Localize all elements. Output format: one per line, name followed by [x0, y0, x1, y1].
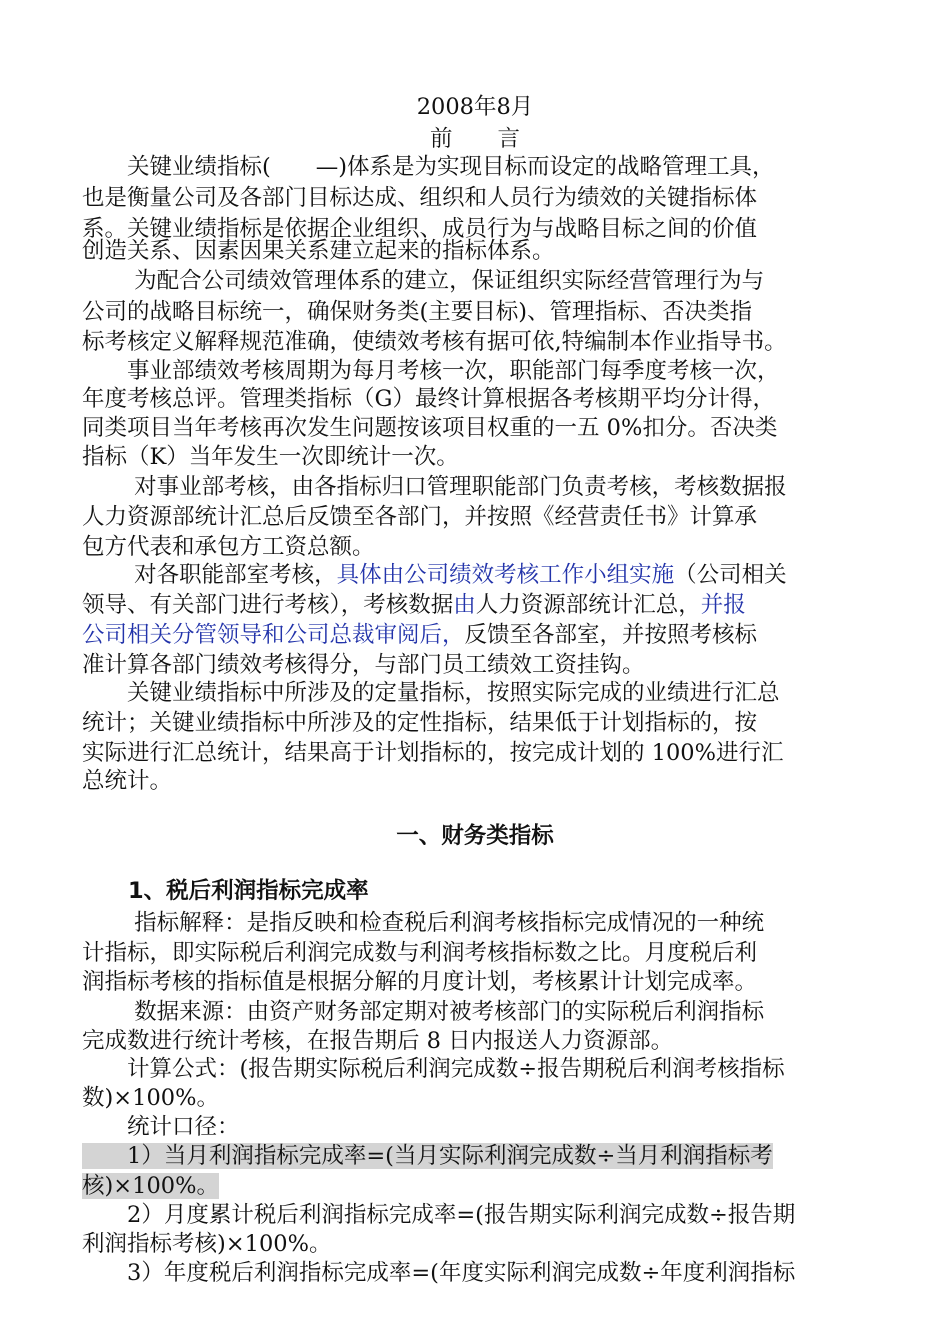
- paragraph-line: [82, 1171, 219, 1201]
- shaded-text-run: 1）当月利润指标完成率=(当月实际利润完成数÷当月利润指标考: [82, 1143, 773, 1169]
- paragraph-line: 3）年度税后利润指标完成率=(年度实际利润完成数÷年度利润指标: [82, 1260, 796, 1286]
- paragraph-line: 2）月度累计税后利润指标完成率=(报告期实际利润完成数÷报告期: [82, 1202, 796, 1228]
- paragraph-line: 完成数进行统计考核，在报告期后 8 日内报送人力资源部。: [82, 1028, 674, 1054]
- paragraph-line: 指标解释：是指反映和检查税后利润考核指标完成情况的一种统: [82, 910, 765, 936]
- text-run: 反馈至各部室，并按照考核标: [464, 622, 758, 648]
- paragraph-line: 计指标，即实际税后利润完成数与利润考核指标数之比。月度税后利: [82, 940, 758, 966]
- highlighted-text-run: 由: [453, 592, 476, 618]
- paragraph-line: 利润指标考核)×100%。: [82, 1231, 332, 1257]
- paragraph-line: [82, 620, 757, 650]
- paragraph-line: 总统计。: [82, 768, 173, 794]
- paragraph-line: [82, 1141, 773, 1171]
- paragraph-line: 系。关键业绩指标是依据企业组织、成员行为与战略目标之间的价值: [82, 216, 758, 242]
- paragraph-line: 实际进行汇总统计，结果高于计划指标的，按完成计划的 100%进行汇: [82, 740, 784, 766]
- paragraph-line: 事业部绩效考核周期为每月考核一次，职能部门每季度考核一次，: [82, 358, 780, 384]
- paragraph-line: 指标（K）当年发生一次即统计一次。: [82, 444, 459, 470]
- paragraph-line: 关键业绩指标( —)体系是为实现目标而设定的战略管理工具，: [82, 154, 775, 180]
- paragraph-line: 数)×100%。: [82, 1085, 219, 1111]
- paragraph-line: 年度考核总评。管理类指标（G）最终计算根据各考核期平均分计得，: [82, 386, 775, 412]
- highlighted-text-run: 具体由公司绩效考核工作小组实施: [336, 562, 675, 588]
- highlighted-text-run: 公司相关分管领导和公司总裁审阅后，: [82, 622, 465, 648]
- paragraph-line: 数据来源：由资产财务部定期对被考核部门的实际税后利润指标: [82, 999, 765, 1025]
- document-date: 2008年8月: [416, 94, 534, 120]
- paragraph-line: 润指标考核的指标值是根据分解的月度计划，考核累计计划完成率。: [82, 969, 758, 995]
- paragraph-line: 标考核定义解释规范准确，使绩效考核有据可依,特编制本作业指导书。: [82, 329, 787, 355]
- highlighted-text-run: 并报: [700, 592, 746, 618]
- paragraph-line: 对事业部考核，由各指标归口管理职能部门负责考核，考核数据报: [82, 474, 787, 500]
- paragraph-line: 创造关系、因素因果关系建立起来的指标体系。: [82, 238, 555, 264]
- paragraph-line: 关键业绩指标中所涉及的定量指标，按照实际完成的业绩进行汇总: [82, 680, 780, 706]
- paragraph-line: 人力资源部统计汇总后反馈至各部门，并按照《经营责任书》计算承: [82, 504, 758, 530]
- paragraph-line: 计算公式：(报告期实际税后利润完成数÷报告期税后利润考核指标: [82, 1056, 785, 1082]
- paragraph-line: 包方代表和承包方工资总额。: [82, 534, 375, 560]
- paragraph-line: [82, 560, 787, 590]
- paragraph-line: 也是衡量公司及各部门目标达成、组织和人员行为绩效的关键指标体: [82, 185, 758, 211]
- paragraph-line: [82, 590, 746, 620]
- paragraph-line: 准计算各部门绩效考核得分，与部门员工绩效工资挂钩。: [82, 652, 645, 678]
- text-run: 人力资源部统计汇总，: [475, 592, 701, 618]
- paragraph-line: 统计口径：: [82, 1114, 240, 1140]
- paragraph-line: 统计；关键业绩指标中所涉及的定性指标，结果低于计划指标的，按: [82, 710, 758, 736]
- paragraph-line: 同类项目当年考核再次发生问题按该项目权重的一五 0%扣分。否决类: [82, 415, 778, 441]
- shaded-text-run: 核)×100%。: [82, 1173, 219, 1199]
- subsection-heading: 1、税后利润指标完成率: [128, 878, 369, 904]
- paragraph-line: 为配合公司绩效管理体系的建立，保证组织实际经营管理行为与: [82, 268, 765, 294]
- text-run: （公司相关: [674, 562, 787, 588]
- text-run: 领导、有关部门进行考核），考核数据: [82, 592, 454, 618]
- section-heading: 一、财务类指标: [396, 823, 554, 849]
- text-run: 对各职能部室考核，: [82, 562, 337, 588]
- preface-title: 前 言: [429, 126, 520, 152]
- paragraph-line: 公司的战略目标统一，确保财务类(主要目标)、管理指标、否决类指: [82, 299, 753, 325]
